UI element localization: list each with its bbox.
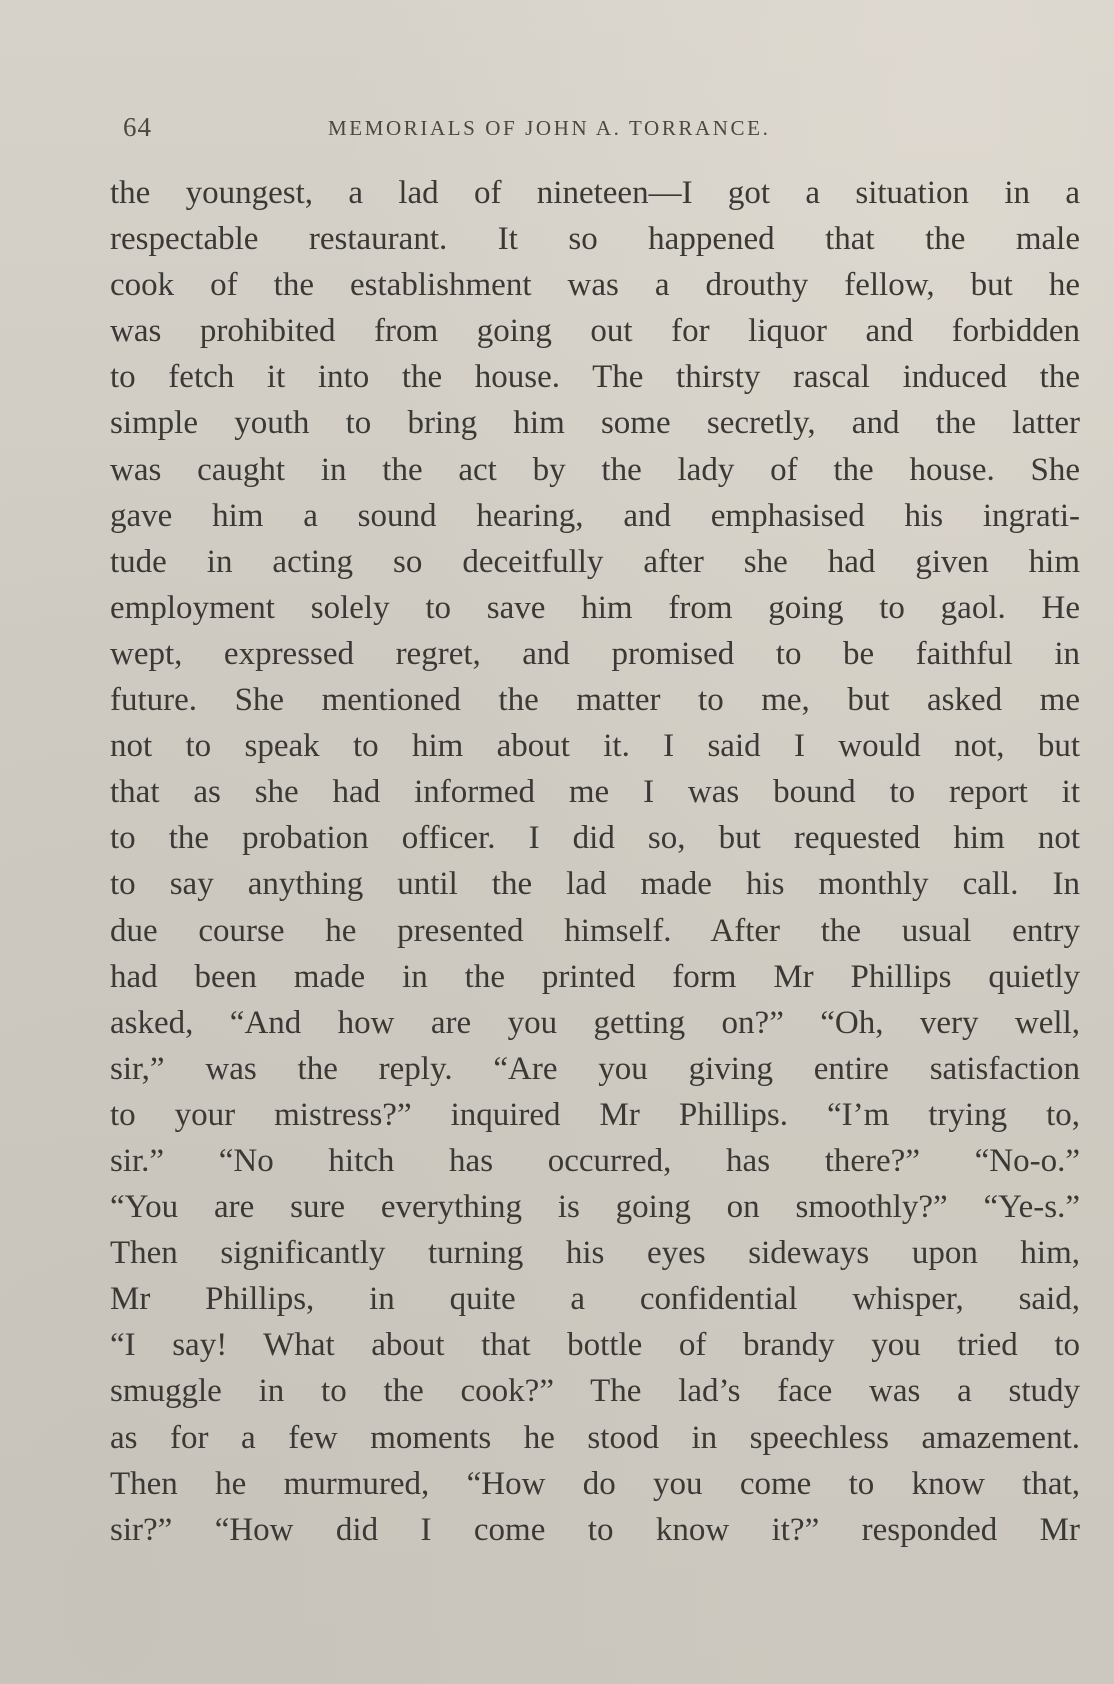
text-line: asked, “And how are you getting on?” “Oh, very well, <box>110 1004 1080 1041</box>
text-line: was caught in the act by the lady of the house. She <box>110 451 1080 488</box>
text-line: was prohibited from going out for liquor and forbidden <box>110 313 1080 350</box>
page-number: 64 <box>123 112 152 142</box>
page-header <box>120 112 1080 148</box>
text-line: to fetch it into the house. The thirsty rascal induced the <box>110 359 1080 396</box>
text-line: to say anything until the lad made his monthly call. In <box>110 866 1080 903</box>
text-line: sir.” “No hitch has occurred, has there?” “No-o.” <box>110 1142 1080 1179</box>
text-line: that as she had informed me I was bound to report it <box>110 774 1080 811</box>
text-line: cook of the establishment was a drouthy fellow, but he <box>110 267 1080 304</box>
text-line: as for a few moments he stood in speechless amazement. <box>110 1419 1080 1456</box>
text-line: Then significantly turning his eyes sideways upon him, <box>110 1235 1080 1272</box>
text-line: “You are sure everything is going on smoothly?” “Ye-s.” <box>110 1189 1080 1226</box>
text-line: respectable restaurant. It so happened that the male <box>110 221 1080 258</box>
text-line: due course he presented himself. After the usual entry <box>110 912 1080 949</box>
text-line: to your mistress?” inquired Mr Phillips. “I’m trying to, <box>110 1096 1080 1133</box>
text-line: the youngest, a lad of nineteen—I got a situation in a <box>110 175 1080 211</box>
text-line: future. She mentioned the matter to me, but asked me <box>110 682 1080 719</box>
text-line: Mr Phillips, in quite a confidential whisper, said, <box>110 1281 1080 1318</box>
text-line: simple youth to bring him some secretly, and the latter <box>110 405 1080 442</box>
text-line: gave him a sound hearing, and emphasised his ingrati- <box>110 497 1080 534</box>
text-line: employment solely to save him from going to gaol. He <box>110 589 1080 626</box>
running-head: MEMORIALS OF JOHN A. TORRANCE. <box>328 116 771 140</box>
text-line: smuggle in to the cook?” The lad’s face was a study <box>110 1373 1080 1410</box>
text-line: tude in acting so deceitfully after she had given him <box>110 543 1080 580</box>
text-line: sir?” “How did I come to know it?” responded Mr <box>110 1511 1080 1548</box>
text-line: sir,” was the reply. “Are you giving entire satisfaction <box>110 1050 1080 1087</box>
text-line: Then he murmured, “How do you come to know that, <box>110 1465 1080 1502</box>
body-text <box>110 170 1080 1553</box>
text-line: “I say! What about that bottle of brandy you tried to <box>110 1327 1080 1364</box>
text-line: wept, expressed regret, and promised to be faithful in <box>110 635 1080 672</box>
text-line: had been made in the printed form Mr Phillips quietly <box>110 958 1080 995</box>
text-line: not to speak to him about it. I said I would not, but <box>110 728 1080 765</box>
text-line: to the probation officer. I did so, but requested him not <box>110 820 1080 857</box>
